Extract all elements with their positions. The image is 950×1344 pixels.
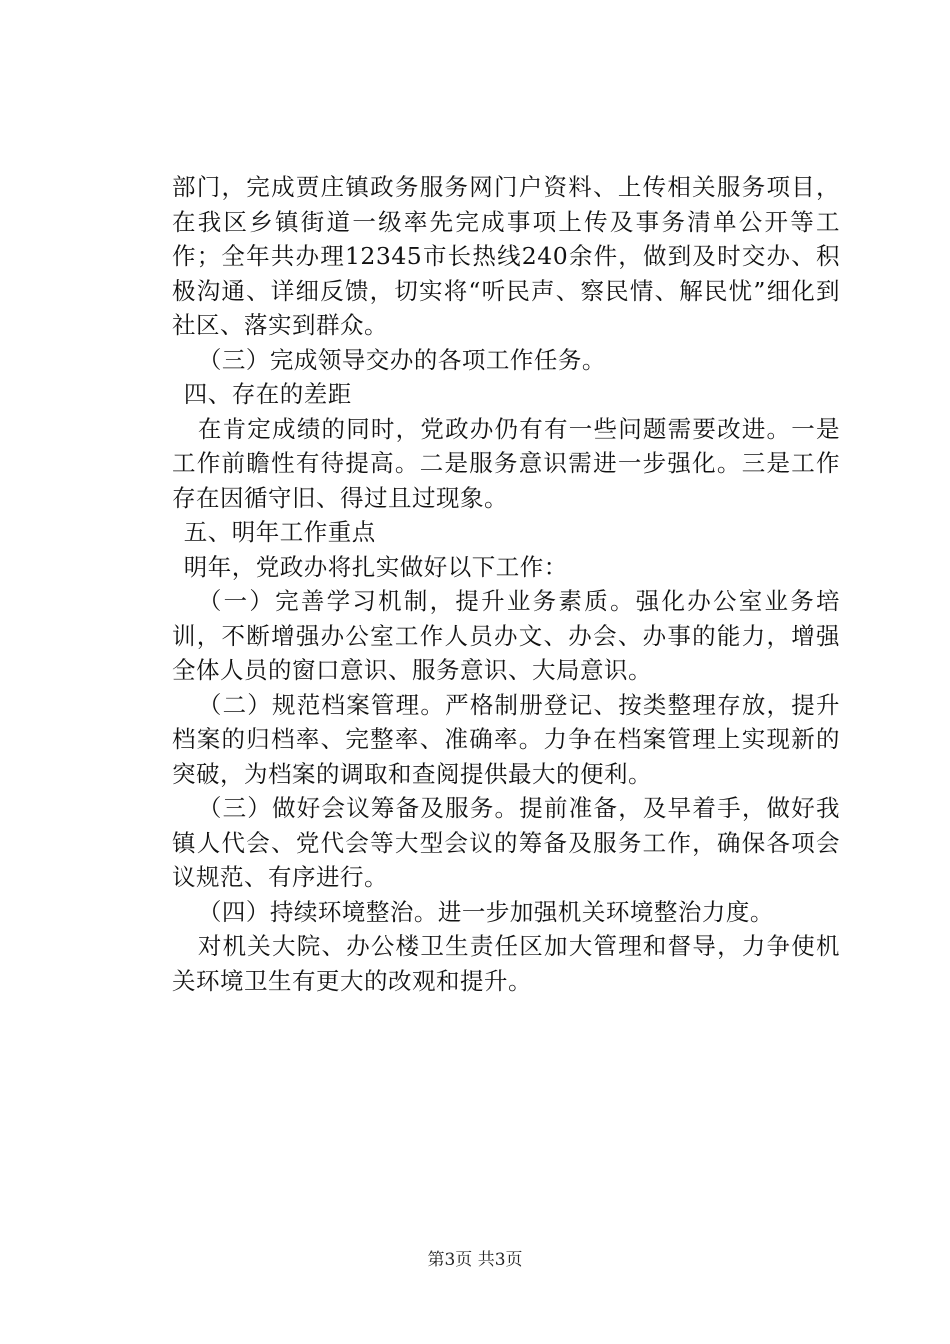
paragraph-item-three: （三）做好会议筹备及服务。提前准备，及早着手，做好我镇人代会、党代会等大型会议的筹备及服务工作，确保各项会议规范、有序进行。 xyxy=(172,794,840,891)
section-heading-gaps: 四、存在的差距 xyxy=(183,380,352,408)
paragraph-next-year-intro: 明年，党政办将扎实做好以下工作： xyxy=(183,552,568,581)
section-heading-next-year: 五、明年工作重点 xyxy=(183,518,376,546)
paragraph-continuation: 部门，完成贾庄镇政务服务网门户资料、上传相关服务项目，在我区乡镇街道一级率先完成事项上传及事务清单公开等工作；全年共办理12345市长热线240余件，做到及时交办、积极沟通、详细反馈，切实将“听民声、察民情、解民忧”细化到社区、落实到群众。 xyxy=(172,173,840,339)
paragraph-item-four: （四）持续环境整治。进一步加强机关环境整治力度。 xyxy=(197,897,774,926)
paragraph-item-two: （二）规范档案管理。严格制册登记、按类整理存放，提升档案的归档率、完整率、准确率。力争在档案管理上实现新的突破，为档案的调取和查阅提供最大的便利。 xyxy=(172,690,840,788)
paragraph-gaps: 在肯定成绩的同时，党政办仍有有一些问题需要改进。一是工作前瞻性有待提高。二是服务意识需进一步强化。三是工作存在因循守旧、得过且过现象。 xyxy=(172,414,840,512)
document-body xyxy=(172,170,840,998)
paragraph-item-four-detail: 对机关大院、办公楼卫生责任区加大管理和督导，力争使机关环境卫生有更大的改观和提升。 xyxy=(172,932,840,995)
page-footer: 第3页 共3页 xyxy=(427,1250,523,1270)
paragraph-task-item: （三）完成领导交办的各项工作任务。 xyxy=(197,345,606,374)
paragraph-item-one: （一）完善学习机制，提升业务素质。强化办公室业务培训，不断增强办公室工作人员办文、办会、办事的能力，增强全体人员的窗口意识、服务意识、大局意识。 xyxy=(172,587,840,684)
